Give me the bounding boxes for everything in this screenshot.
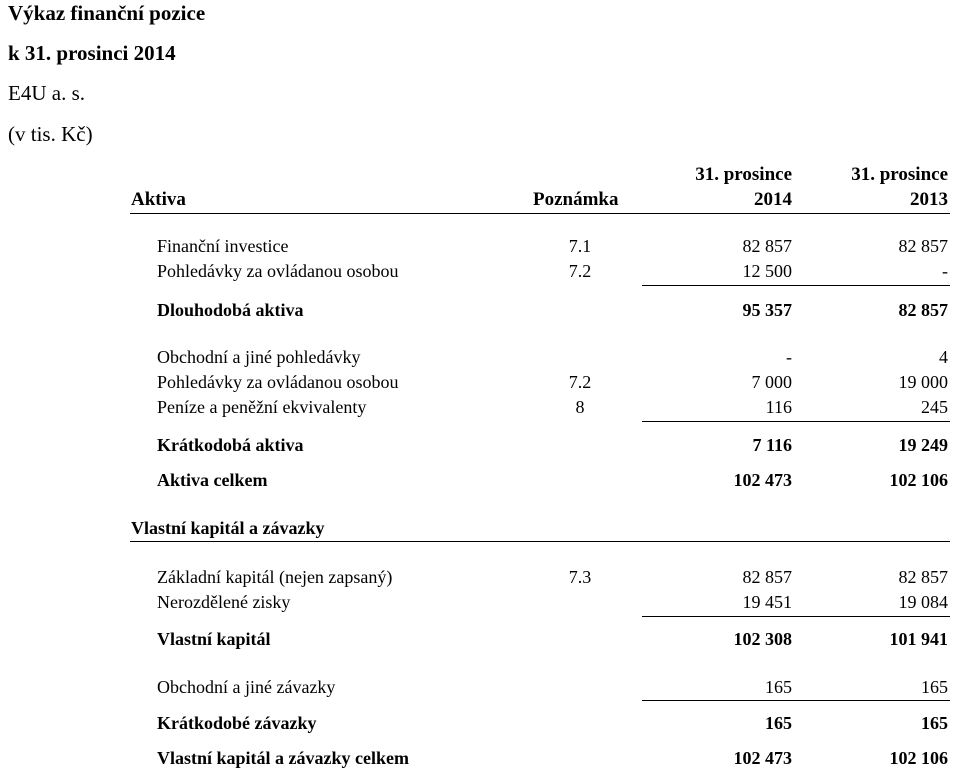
row-label: Nerozdělené zisky <box>157 592 291 612</box>
row-value-2013: 19 000 <box>898 372 948 392</box>
column-header-aktiva: Aktiva <box>131 189 186 210</box>
row-value-2013: 102 106 <box>889 470 948 490</box>
header-rule <box>130 213 950 214</box>
row-label: Finanční investice <box>157 236 289 256</box>
row-note: 7.2 <box>568 261 592 281</box>
row-label: Základní kapitál (nejen zapsaný) <box>157 567 393 587</box>
row-value-2013: 245 <box>921 397 948 417</box>
section-rule <box>130 541 950 542</box>
row-note: 8 <box>575 397 585 417</box>
column-header-note: Poznámka <box>533 189 619 210</box>
row-value-2013: 82 857 <box>898 567 948 587</box>
row-label: Dlouhodobá aktiva <box>157 300 304 320</box>
document-date: k 31. prosinci 2014 <box>8 41 176 65</box>
row-label: Obchodní a jiné pohledávky <box>157 347 361 367</box>
subtotal-rule <box>642 700 950 701</box>
row-note: 7.2 <box>568 372 592 392</box>
currency-unit: (v tis. Kč) <box>8 122 93 146</box>
row-value-2014: 82 857 <box>742 236 792 256</box>
row-label: Pohledávky za ovládanou osobou <box>157 372 399 392</box>
row-label: Krátkodobé závazky <box>157 713 317 733</box>
document-title: Výkaz finanční pozice <box>8 1 206 25</box>
column-header-2014-line2: 2014 <box>754 189 792 210</box>
row-note: 7.1 <box>568 236 592 256</box>
row-label: Krátkodobá aktiva <box>157 435 304 455</box>
row-value-2014: 19 451 <box>742 592 792 612</box>
row-value-2014: 7 116 <box>752 435 792 455</box>
row-value-2014: 165 <box>765 677 792 697</box>
column-header-2013-line2: 2013 <box>910 189 948 210</box>
column-header-2013-line1: 31. prosince <box>851 164 948 185</box>
row-value-2013: 82 857 <box>898 300 948 320</box>
row-label: Aktiva celkem <box>157 470 268 490</box>
row-value-2013: 19 084 <box>898 592 948 612</box>
row-value-2014: - <box>786 347 792 367</box>
row-value-2014: 95 357 <box>742 300 792 320</box>
row-value-2014: 12 500 <box>742 261 792 281</box>
company-name: E4U a. s. <box>8 81 85 105</box>
row-value-2014: 102 308 <box>733 629 792 649</box>
row-value-2014: 102 473 <box>733 470 792 490</box>
row-value-2013: 102 106 <box>889 748 948 768</box>
row-label: Vlastní kapitál a závazky celkem <box>157 748 409 768</box>
row-note: 7.3 <box>568 567 592 587</box>
section-heading-liabilities: Vlastní kapitál a závazky <box>131 518 325 538</box>
row-label: Peníze a peněžní ekvivalenty <box>157 397 367 417</box>
row-label: Obchodní a jiné závazky <box>157 677 336 697</box>
row-value-2013: 19 249 <box>898 435 948 455</box>
row-value-2014: 116 <box>765 397 792 417</box>
row-label: Pohledávky za ovládanou osobou <box>157 261 399 281</box>
column-header-2014-line1: 31. prosince <box>695 164 792 185</box>
row-value-2013: - <box>942 261 948 281</box>
row-value-2013: 101 941 <box>889 629 948 649</box>
row-label: Vlastní kapitál <box>157 629 271 649</box>
subtotal-rule <box>642 421 950 422</box>
row-value-2013: 165 <box>921 713 948 733</box>
row-value-2013: 165 <box>921 677 948 697</box>
row-value-2013: 82 857 <box>898 236 948 256</box>
row-value-2014: 7 000 <box>751 372 792 392</box>
subtotal-rule <box>642 616 950 617</box>
row-value-2013: 4 <box>939 347 948 367</box>
row-value-2014: 82 857 <box>742 567 792 587</box>
subtotal-rule <box>642 285 950 286</box>
row-value-2014: 165 <box>765 713 792 733</box>
row-value-2014: 102 473 <box>733 748 792 768</box>
